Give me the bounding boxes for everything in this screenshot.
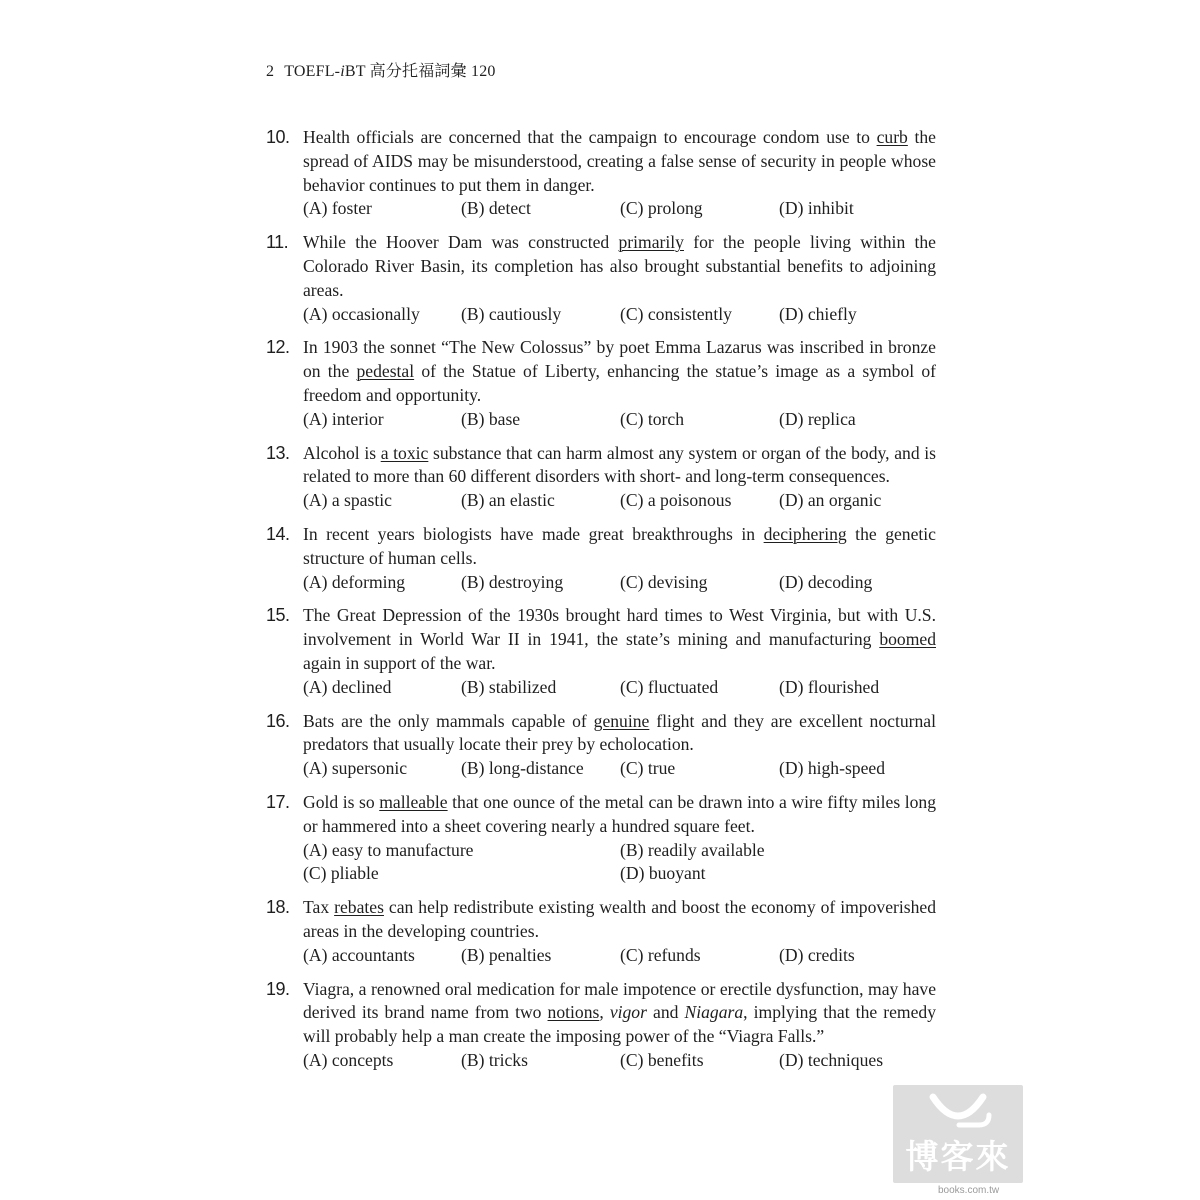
stem-text: flight and they are excellent nocturnal predators that usually locate their prey by echolocation. [303, 710, 936, 755]
question-stem [303, 231, 936, 302]
italic-term: vigor [609, 1002, 647, 1023]
stem-text: In 1903 the sonnet “The New Colossus” by poet Emma Lazarus was inscribed in bronze on the [303, 337, 936, 382]
stem-text: While the Hoover Dam was constructed [303, 232, 619, 253]
answer-options [303, 676, 936, 700]
option-d: (D) chiefly [779, 303, 857, 324]
question-stem [303, 978, 936, 1049]
question-number: 17. [266, 791, 290, 812]
answer-options [303, 1049, 936, 1073]
option-c: (C) prolong [620, 198, 703, 219]
stem-text: Health officials are concerned that the campaign to encourage condom use to [303, 127, 877, 147]
option-b: (B) base [461, 408, 521, 429]
book-title-prefix: TOEFL- [284, 63, 341, 80]
option-c: (C) refunds [620, 944, 701, 965]
answer-options [303, 303, 936, 327]
question-stem [303, 604, 936, 675]
option-d: (D) high-speed [779, 758, 886, 779]
option-d: (D) buoyant [620, 863, 706, 884]
question-item [266, 791, 936, 886]
option-a: (A) easy to manufacture [303, 839, 474, 860]
option-d: (D) inhibit [779, 198, 854, 219]
answer-options [303, 489, 936, 513]
question-item [266, 523, 936, 594]
target-word: a toxic [380, 442, 429, 463]
option-b: (B) readily available [620, 839, 765, 860]
stem-text: again in support of the war. [303, 652, 496, 673]
question-item [266, 604, 936, 699]
option-a: (A) supersonic [303, 758, 408, 779]
answer-options [303, 197, 936, 221]
option-a: (A) accountants [303, 944, 415, 965]
answer-options [303, 408, 936, 432]
watermark-url: books.com.tw [938, 1185, 1000, 1196]
option-a: (A) deforming [303, 571, 406, 592]
option-d: (D) replica [779, 408, 856, 429]
option-d: (D) credits [779, 944, 855, 965]
option-c: (C) torch [620, 408, 685, 429]
option-b: (B) stabilized [461, 676, 557, 697]
italic-term: Niagara [684, 1002, 744, 1023]
question-stem [303, 896, 936, 944]
option-a: (A) a spastic [303, 490, 392, 511]
question-item [266, 978, 936, 1073]
target-word: primarily [618, 232, 684, 253]
option-b: (B) cautiously [461, 303, 562, 324]
target-word: deciphering [763, 523, 847, 544]
option-d: (D) decoding [779, 571, 873, 592]
page-number: 2 [266, 63, 275, 80]
question-number: 15. [266, 605, 290, 626]
stem-text: Tax [303, 897, 335, 918]
question-number: 14. [266, 523, 290, 544]
option-b: (B) destroying [461, 571, 564, 592]
answer-options [303, 757, 936, 781]
question-number: 12. [266, 337, 290, 358]
stem-text: Gold is so [303, 791, 380, 812]
question-list [266, 126, 936, 1083]
book-title-italic: i [340, 63, 345, 80]
question-item [266, 126, 936, 221]
target-word: pedestal [356, 361, 415, 382]
question-stem [303, 791, 936, 839]
stem-text: of the Statue of Liberty, enhancing the statue’s image as a symbol of freedom and opportunity. [303, 361, 936, 405]
stem-text: that one ounce of the metal can be drawn into a wire fifty miles long or hammered into a sheet covering nearly a hundred square feet. [303, 791, 936, 836]
question-item [266, 442, 936, 513]
question-stem [303, 442, 936, 490]
stem-text: The Great Depression of the 1930s brought hard times to West Virginia, but with U.S. involvement in World War II in 1941, the state’s mining and manufacturing [303, 605, 936, 650]
target-word: curb [876, 127, 908, 147]
question-stem [303, 336, 936, 407]
target-word: malleable [379, 791, 448, 812]
option-c: (C) fluctuated [620, 676, 719, 697]
question-item [266, 231, 936, 326]
option-b: (B) detect [461, 198, 531, 219]
stem-text: and [646, 1002, 685, 1023]
stem-text: Alcohol is [303, 442, 381, 463]
option-d: (D) techniques [779, 1049, 884, 1070]
watermark-logo-text: 博客來 [905, 1137, 1011, 1176]
option-a: (A) concepts [303, 1049, 394, 1070]
book-title-suffix: BT 高分托福詞彙 120 [344, 63, 496, 80]
stem-text: the genetic structure of human cells. [303, 523, 936, 568]
option-c: (C) benefits [620, 1049, 704, 1070]
option-b: (B) an elastic [461, 490, 555, 511]
stem-text: In recent years biologists have made great breakthroughs in [303, 523, 764, 544]
option-b: (B) tricks [461, 1049, 528, 1070]
option-d: (D) flourished [779, 676, 880, 697]
option-a: (A) occasionally [303, 303, 420, 324]
question-number: 11. [266, 232, 289, 253]
question-item [266, 336, 936, 431]
option-b: (B) long-distance [461, 758, 584, 779]
answer-options [303, 571, 936, 595]
question-number: 16. [266, 710, 290, 731]
stem-text: Viagra, a renowned oral medication for male impotence or erectile dysfunction, may have derived its brand name from two [303, 978, 936, 1023]
option-a: (A) interior [303, 408, 384, 429]
option-c: (C) a poisonous [620, 490, 732, 511]
option-a: (A) foster [303, 198, 372, 219]
option-a: (A) declined [303, 676, 392, 697]
stem-text: the spread of AIDS may be misunderstood, creating a false sense of security in people whose behavior continues to put them in danger. [303, 127, 936, 195]
running-head [266, 58, 496, 81]
stem-text: substance that can harm almost any system or organ of the body, and is related to more than 60 different disorders with short- and long-term consequences. [303, 442, 936, 487]
question-stem [303, 710, 936, 758]
question-number: 13. [266, 442, 290, 463]
stem-text: for the people living within the Colorado River Basin, its completion has also brought substantial benefits to adjoining areas. [303, 232, 936, 300]
target-word: notions [547, 1002, 600, 1023]
question-item [266, 896, 936, 967]
stem-text: , [599, 1002, 610, 1023]
target-word: rebates [334, 897, 384, 918]
watermark-logo [893, 1085, 1023, 1183]
target-word: genuine [593, 710, 650, 731]
question-number: 19. [266, 978, 290, 999]
answer-options [303, 839, 936, 887]
question-item [266, 710, 936, 781]
stem-text: , implying that the remedy will probably help a man create the imposing power of the “Viagra Falls.” [303, 1002, 937, 1047]
question-stem [303, 126, 936, 197]
target-word: boomed [879, 629, 936, 650]
option-d: (D) an organic [779, 490, 882, 511]
option-c: (C) consistently [620, 303, 732, 324]
option-c: (C) pliable [303, 863, 379, 884]
question-stem [303, 523, 936, 571]
option-b: (B) penalties [461, 944, 552, 965]
option-c: (C) true [620, 758, 676, 779]
question-number: 10. [266, 127, 290, 147]
question-number: 18. [266, 897, 290, 918]
answer-options [303, 944, 936, 968]
stem-text: Bats are the only mammals capable of [303, 710, 594, 731]
option-c: (C) devising [620, 571, 708, 592]
stem-text: can help redistribute existing wealth and boost the economy of impoverished areas in the developing countries. [303, 897, 936, 941]
